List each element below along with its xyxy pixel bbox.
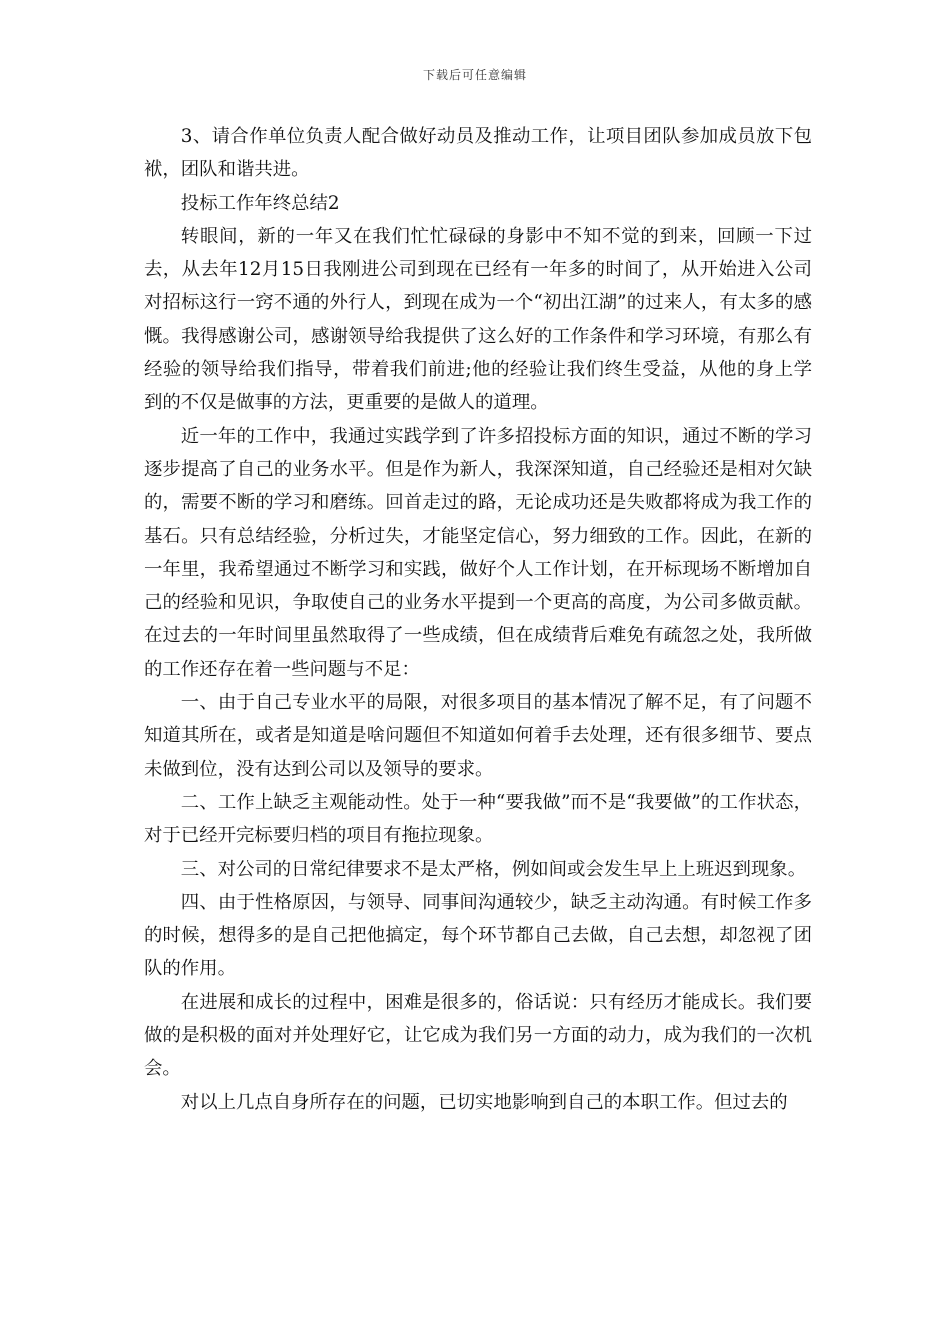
section-title: 投标工作年终总结2	[180, 192, 340, 214]
paragraph-growth: 在进展和成长的过程中，困难是很多的，俗话说：只有经历才能成长。我们要做的是积极的面对并处理好它，让它成为我们另一方面的动力，成为我们的一次机会。	[144, 991, 812, 1080]
paragraph-issue-1: 一、由于自己专业水平的局限，对很多项目的基本情况了解不足，有了问题不知道其所在，或者是知道是啥问题但不知道如何着手去处理，还有很多细节、要点未做到位，没有达到公司以及领导的要求。	[144, 692, 812, 780]
page-header: 下载后可任意编辑	[422, 68, 527, 82]
paragraph-intro: 转眼间，新的一年又在我们忙忙碌碌的身影中不知不觉的到来，回顾一下过去，从去年12月15日我刚进公司到现在已经有一年多的时间了，从开始进入公司对招标这行一窍不通的外行人，到现在成为一个“初出江湖”的过来人，有太多的感慨。我得感谢公司，感谢领导给我提供了这么好的工作条件和学习环境，有那么有经验的领导给我们指导，带着我们前进;他的经验让我们终生受益，从他的身上学到的不仅是做事的方法，更重要的是做人的道理。	[144, 225, 812, 414]
document-body	[144, 120, 812, 1119]
paragraph-issue-3: 三、对公司的日常纪律要求不是太严格，例如间或会发生早上上班迟到现象。	[180, 858, 807, 880]
paragraph-issue-4: 四、由于性格原因，与领导、同事间沟通较少，缺乏主动沟通。有时候工作多的时候，想得多的是自己把他搞定，每个环节都自己去做，自己去想，却忽视了团队的作用。	[144, 891, 812, 980]
paragraph-issue-2: 二、工作上缺乏主观能动性。处于一种“要我做”而不是“我要做”的工作状态，对于已经开完标要归档的项目有拖拉现象。	[144, 791, 812, 847]
paragraph-year-review: 近一年的工作中，我通过实践学到了许多招投标方面的知识，通过不断的学习逐步提高了自己的业务水平。但是作为新人，我深深知道，自己经验还是相对欠缺的，需要不断的学习和磨练。回首走过的路，无论成功还是失败都将成为我工作的基石。只有总结经验，分析过失，才能坚定信心，努力细致的工作。因此，在新的一年里，我希望通过不断学习和实践，做好个人工作计划，在开标现场不断增加自己的经验和见识，争取使自己的业务水平提到一个更高的高度，为公司多做贡献。 在过去的一年时间里虽然取得了一些成绩，但在成绩背后难免有疏忽之处，我所做的工作还存在着一些问题与不足：	[144, 425, 812, 680]
paragraph-conclusion: 对以上几点自身所存在的问题，已切实地影响到自己的本职工作。但过去的	[180, 1091, 788, 1113]
paragraph-item-3: 3、请合作单位负责人配合做好动员及推动工作，让项目团队参加成员放下包袱，团队和谐共进。	[144, 126, 812, 181]
